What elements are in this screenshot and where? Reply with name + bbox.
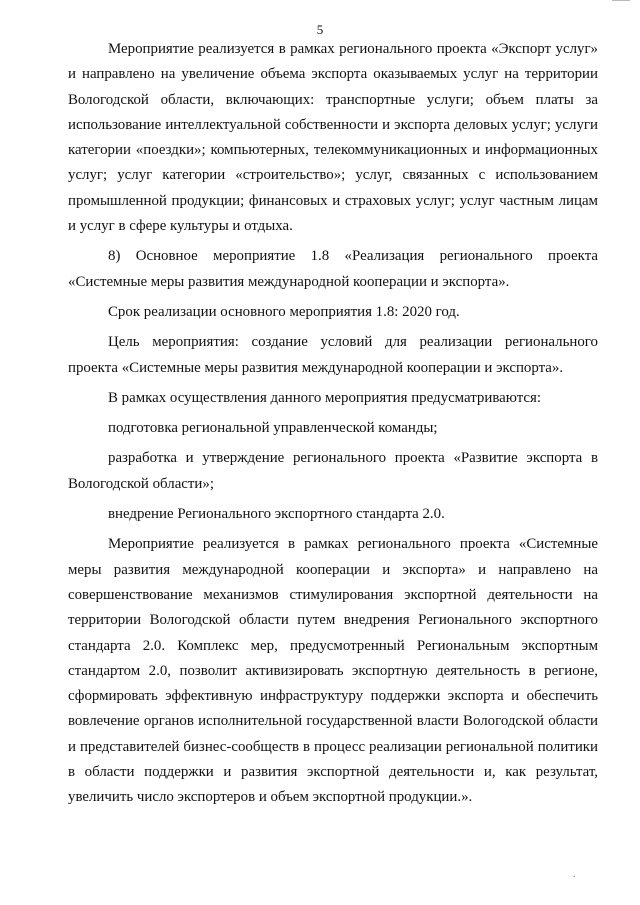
paragraph-export-services: Мероприятие реализуется в рамках регионального проекта «Экспорт услуг» и направлено на увеличение объема экспорта оказываемых услуг на территории Вологодской области, включающих: транспортные услуги; объем платы за использование интеллектуальной собственности и экспорта деловых услуг; услуги категории «поездки»; компьютерных, телекоммуникационных и информационных услуг; услуг категории «строительство»; услуг, связанных с использованием промышленной продукции; финансовых и страховых услуг; услуг частным лицам и услуг в сфере культуры и отдыха. xyxy=(68,41,598,235)
document-body xyxy=(68,37,598,811)
bottom-scan-mark: · xyxy=(572,872,576,883)
paragraph-goal: Цель мероприятия: создание условий для реализации регионального проекта «Системные меры развития международной кооперации и экспорта». xyxy=(68,334,598,376)
paragraph-main-measure-1-8: 8) Основное мероприятие 1.8 «Реализация регионального проекта «Системные меры развития международной кооперации и экспорта». xyxy=(68,248,598,290)
paragraph-within-measure: В рамках осуществления данного мероприятия предусматриваются: xyxy=(108,389,541,406)
list-item-standard-implementation: внедрение Регионального экспортного стандарта 2.0. xyxy=(108,506,445,523)
page-number: 5 xyxy=(316,22,324,37)
list-item-project-development: разработка и утверждение регионального проекта «Развитие экспорта в Вологодской области»; xyxy=(68,450,598,492)
paragraph-systemic-measures: Мероприятие реализуется в рамках регионального проекта «Системные меры развития международной кооперации и экспорта» и направлено на совершенствование механизмов стимулирования экспортной деятельности на территории Вологодской области путем внедрения Регионального экспортного стандарта 2.0. Комплекс мер, предусмотренный Региональным экспортным стандартом 2.0, позволит активизировать экспортную деятельность в регионе, сформировать эффективную инфраструктуру поддержки экспорта и обеспечить вовлечение органов исполнительной государственной власти Вологодской области и представителей бизнес-сообществ в процесс реализации региональной политики в области поддержки и развития экспортной деятельности и, как результат, увеличить число экспортеров и объем экспортной продукции.». xyxy=(68,536,598,806)
paragraph-deadline: Срок реализации основного мероприятия 1.8: 2020 год. xyxy=(108,303,460,320)
list-item-team-preparation: подготовка региональной управленческой команды; xyxy=(108,420,438,437)
scan-corner-mark xyxy=(612,0,630,5)
